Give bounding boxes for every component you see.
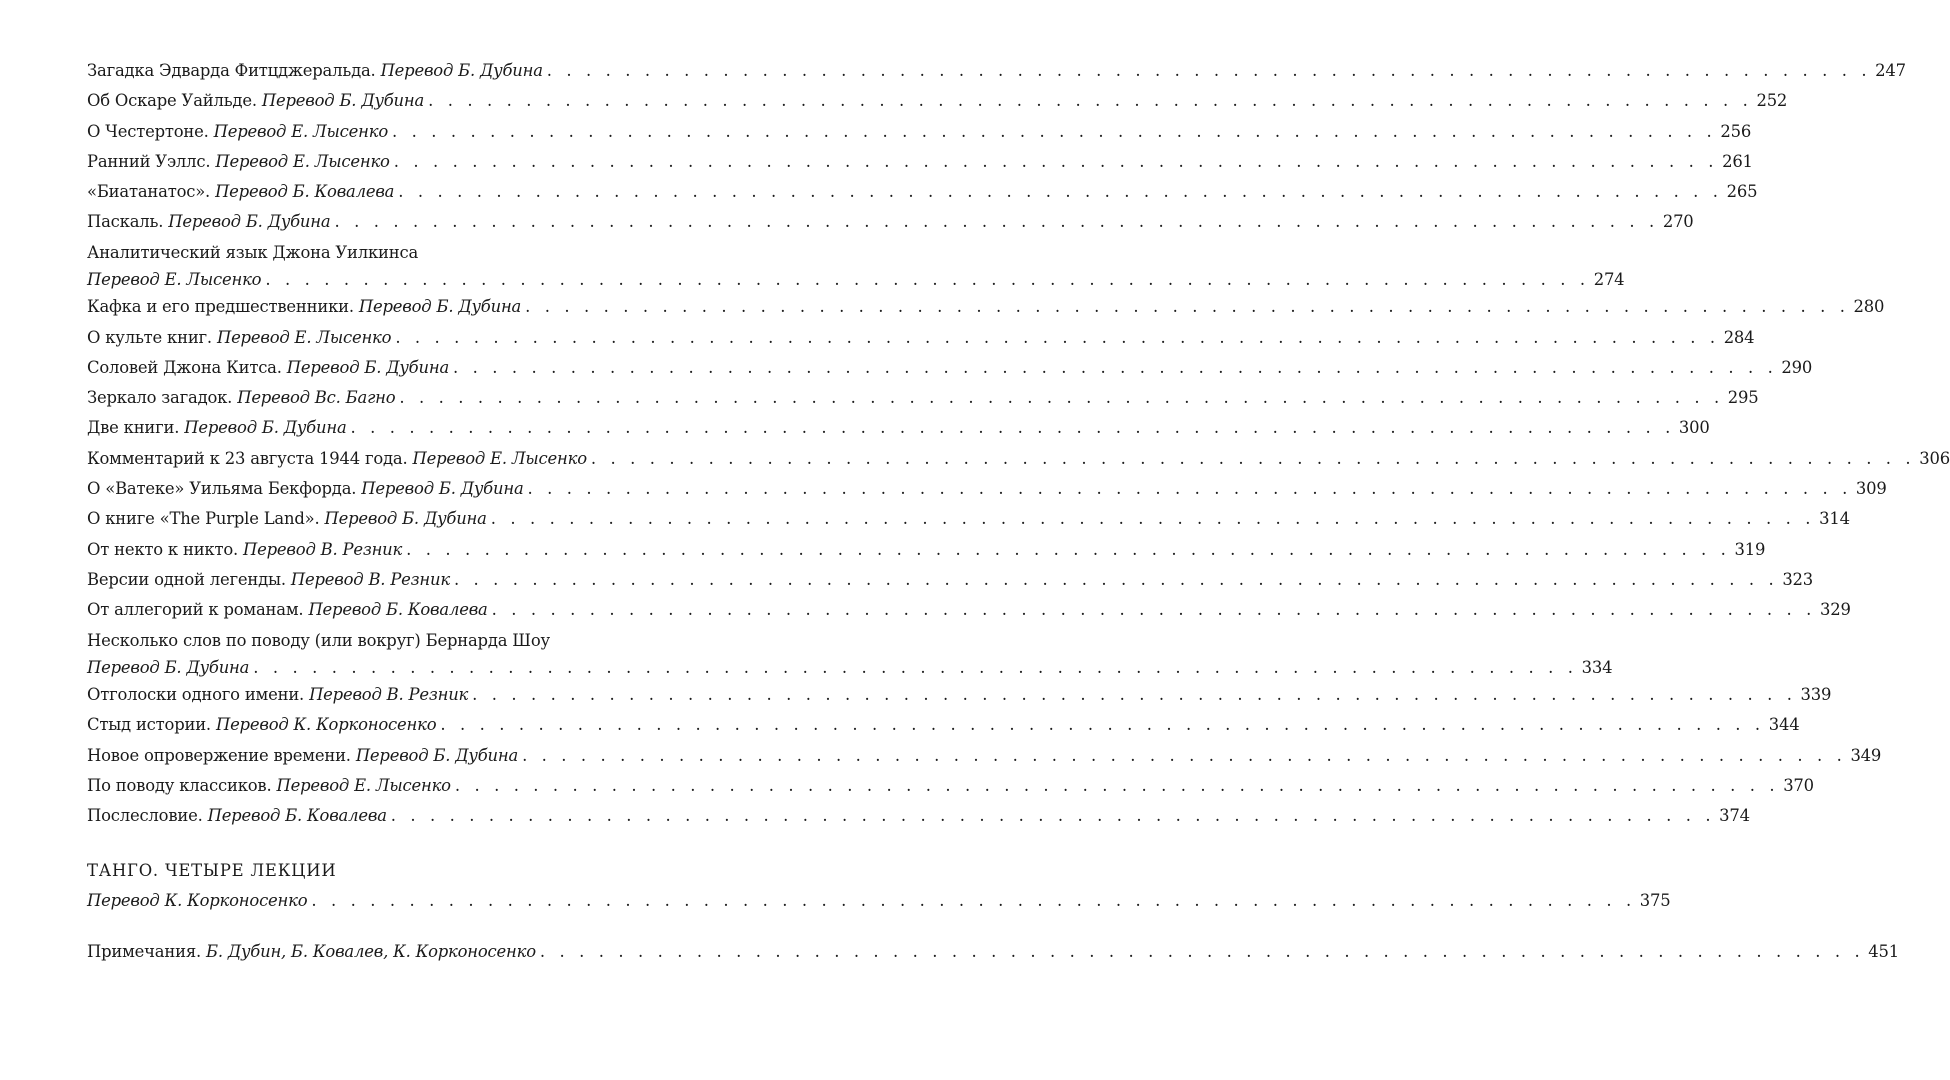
toc-page-number: 319 <box>1734 539 1766 559</box>
toc-title: От некто к никто. <box>87 539 239 559</box>
toc-title: Аналитический язык Джона Уилкинса <box>87 242 419 262</box>
toc-title-group <box>87 474 524 504</box>
toc-page-number: 370 <box>1783 775 1814 795</box>
toc-page-number: 290 <box>1781 357 1813 377</box>
toc-entry <box>87 86 1788 116</box>
toc-entries <box>87 56 1950 832</box>
toc-title: «Биатанатос». <box>87 182 211 202</box>
leader-dots: . . . . . . . . . . . . . . . . . . . . . . . . . . . . . . . . . . . . . . . . . . . . . . . . . . . . . . . . . . . . . . . . . . . . <box>406 539 1731 559</box>
toc-translator: Перевод К. Корконосенко <box>215 715 437 735</box>
toc-translator: Перевод Е. Лысенко <box>276 775 451 795</box>
toc-translator: Перевод В. Резник <box>243 539 403 559</box>
toc-title <box>87 937 536 967</box>
toc-title: Комментарий к 23 августа 1944 года. <box>87 448 408 468</box>
section-heading-tango: ТАНГО. ЧЕТЫРЕ ЛЕКЦИИ <box>87 860 337 880</box>
toc-page-number: 344 <box>1768 715 1800 735</box>
toc-page-number: 375 <box>1639 890 1671 910</box>
toc-title-group <box>87 323 391 353</box>
toc-title: От аллегорий к романам. <box>87 600 304 620</box>
toc-page-number: 300 <box>1678 418 1710 438</box>
toc-entry <box>87 741 1882 771</box>
toc-title: Ранний Уэллс. <box>87 151 211 171</box>
toc-page-number: 247 <box>1875 61 1906 80</box>
toc-page-number: 306 <box>1919 448 1950 468</box>
leader-dots: . . . . . . . . . . . . . . . . . . . . . . . . . . . . . . . . . . . . . . . . . . . . . . . . . . . . . . . . . . . . . . . . . . . . <box>398 182 1723 202</box>
toc-translator: Перевод Е. Лысенко <box>412 448 587 468</box>
toc-entry <box>87 504 1850 534</box>
toc-translator: Перевод Б. Дубина <box>261 91 425 111</box>
toc-entry <box>87 56 1906 86</box>
leader-dots: . . . . . . . . . . . . . . . . . . . . . . . . . . . . . . . . . . . . . . . . . . . . . . . . . . . . . . . . . . . . . . . . . . . . <box>428 91 1753 111</box>
toc-translator: Перевод Б. Дубина <box>355 745 519 765</box>
toc-page-number: 280 <box>1853 297 1885 317</box>
toc-title: О «Ватеке» Уильяма Бекфорда. <box>87 479 357 499</box>
toc-title: Отголоски одного имени. <box>87 685 305 705</box>
toc-entry <box>87 565 1813 595</box>
toc-title: Несколько слов по поводу (или вокруг) Бернарда Шоу <box>87 630 550 650</box>
toc-title-group <box>87 595 488 625</box>
toc-entry <box>87 383 1759 413</box>
toc-translator: Перевод Б. Дубина <box>380 61 543 80</box>
toc-translator: Перевод Вс. Багно <box>237 388 396 408</box>
toc-entry <box>87 595 1851 625</box>
leader-dots: . . . . . . . . . . . . . . . . . . . . . . . . . . . . . . . . . . . . . . . . . . . . . . . . . . . . . . . . . . . . . . . . . . . . <box>395 327 1720 347</box>
toc-page-number: 265 <box>1726 182 1758 202</box>
toc-title-group <box>87 413 347 443</box>
toc-title: Версии одной легенды. <box>87 569 286 589</box>
toc-title: По поводу классиков. <box>87 775 272 795</box>
toc-page-number: 334 <box>1581 658 1613 678</box>
toc-translator: Перевод Б. Ковалева <box>308 600 488 620</box>
toc-page-number: 270 <box>1662 212 1694 232</box>
toc-title-group <box>87 292 521 322</box>
leader-dots: . . . . . . . . . . . . . . . . . . . . . . . . . . . . . . . . . . . . . . . . . . . . . . . . . . . . . . . . . . . . . . . . . . . . <box>539 941 1865 961</box>
toc-entry <box>87 117 1752 147</box>
toc-title-group <box>87 771 451 801</box>
toc-title-group <box>87 741 518 771</box>
toc-title: Паскаль. <box>87 212 164 232</box>
toc-translator: Перевод Б. Дубина <box>361 479 524 499</box>
toc-entry <box>87 680 1832 710</box>
toc-title-group <box>87 353 449 383</box>
toc-title-group <box>87 801 387 831</box>
toc-title-group <box>87 383 395 413</box>
leader-dots: . . . . . . . . . . . . . . . . . . . . . . . . . . . . . . . . . . . . . . . . . . . . . . . . . . . . . . . . . . . . . . . . . . . . <box>440 715 1765 735</box>
toc-page-number: 374 <box>1719 806 1750 826</box>
leader-dots: . . . . . . . . . . . . . . . . . . . . . . . . . . . . . . . . . . . . . . . . . . . . . . . . . . . . . . . . . . . . . . . . . . . . <box>525 297 1850 317</box>
toc-translator: Перевод В. Резник <box>309 685 469 705</box>
toc-page-number: 451 <box>1868 941 1899 961</box>
toc-page-number: 261 <box>1722 151 1753 171</box>
toc-title-group <box>87 177 394 207</box>
toc-title-group <box>87 504 487 534</box>
toc-title: Зеркало загадок. <box>87 388 233 408</box>
toc-title: Послесловие. <box>87 806 203 826</box>
table-of-contents <box>87 56 1950 967</box>
toc-page-number: 323 <box>1782 569 1813 589</box>
leader-dots: . . . . . . . . . . . . . . . . . . . . . . . . . . . . . . . . . . . . . . . . . . . . . . . . . . . . . . . . . . . . . . . . . . . . <box>311 890 1636 910</box>
toc-entry <box>87 535 1766 565</box>
toc-entry <box>87 238 1625 293</box>
toc-entry <box>87 323 1755 353</box>
leader-dots: . . . . . . . . . . . . . . . . . . . . . . . . . . . . . . . . . . . . . . . . . . . . . . . . . . . . . . . . . . . . . . . . . . . . <box>453 569 1779 589</box>
toc-title-group <box>87 535 402 565</box>
toc-translator: Перевод Б. Дубина <box>168 212 331 232</box>
toc-page-number: 256 <box>1720 121 1752 141</box>
toc-translator: Перевод Е. Лысенко <box>215 151 390 171</box>
toc-translator: Перевод Б. Дубина <box>324 509 487 529</box>
toc-title: Загадка Эдварда Фитцджеральда. <box>87 61 376 80</box>
toc-entry <box>87 801 1750 831</box>
toc-title-group <box>87 56 543 86</box>
toc-title: О культе книг. <box>87 327 212 347</box>
toc-title-group <box>87 710 436 740</box>
toc-entry <box>87 626 1613 681</box>
toc-translator: Перевод Е. Лысенко <box>213 121 388 141</box>
leader-dots: . . . . . . . . . . . . . . . . . . . . . . . . . . . . . . . . . . . . . . . . . . . . . . . . . . . . . . . . . . . . . . . . . . . . <box>490 509 1816 529</box>
leader-dots: . . . . . . . . . . . . . . . . . . . . . . . . . . . . . . . . . . . . . . . . . . . . . . . . . . . . . . . . . . . . . . . . . . . . <box>392 121 1717 141</box>
toc-page-number: 252 <box>1756 91 1788 111</box>
toc-title: Об Оскаре Уайльде. <box>87 91 257 111</box>
toc-translator: Перевод Б. Дубина <box>87 658 250 678</box>
toc-translator: Перевод Е. Лысенко <box>87 270 262 290</box>
toc-entry <box>87 444 1950 474</box>
toc-translator: Перевод В. Резник <box>290 569 450 589</box>
toc-entry <box>87 292 1885 322</box>
toc-title: Кафка и его предшественники. <box>87 297 354 317</box>
toc-entry <box>87 207 1694 237</box>
toc-title-group <box>87 207 330 237</box>
toc-page-number: 309 <box>1855 479 1887 499</box>
toc-entry <box>87 710 1800 740</box>
toc-title-group <box>87 147 390 177</box>
toc-title-group <box>87 444 587 474</box>
toc-title: Две книги. <box>87 418 180 438</box>
toc-page-number: 284 <box>1723 327 1755 347</box>
toc-page-number: 339 <box>1800 685 1832 705</box>
toc-title: Соловей Джона Китса. <box>87 357 282 377</box>
toc-translator: Перевод Б. Дубина <box>286 357 450 377</box>
leader-dots: . . . . . . . . . . . . . . . . . . . . . . . . . . . . . . . . . . . . . . . . . . . . . . . . . . . . . . . . . . . . . . . . . . . . <box>546 61 1872 80</box>
leader-dots: . . . . . . . . . . . . . . . . . . . . . . . . . . . . . . . . . . . . . . . . . . . . . . . . . . . . . . . . . . . . . . . . . . . . <box>454 775 1780 795</box>
leader-dots: . . . . . . . . . . . . . . . . . . . . . . . . . . . . . . . . . . . . . . . . . . . . . . . . . . . . . . . . . . . . . . . . . . . . <box>590 448 1916 468</box>
notes-title: Примечания. <box>87 941 201 961</box>
toc-translator: Перевод Б. Дубина <box>184 418 347 438</box>
toc-entry <box>87 413 1710 443</box>
leader-dots: . . . . . . . . . . . . . . . . . . . . . . . . . . . . . . . . . . . . . . . . . . . . . . . . . . . . . . . . . . . . . . . . . . . . <box>390 806 1716 826</box>
toc-page-number: 329 <box>1819 600 1851 620</box>
notes-authors: Б. Дубин, Б. Ковалев, К. Корконосенко <box>205 941 536 961</box>
toc-title-group <box>87 680 468 710</box>
toc-entry-tango <box>87 886 1671 916</box>
leader-dots: . . . . . . . . . . . . . . . . . . . . . . . . . . . . . . . . . . . . . . . . . . . . . . . . . . . . . . . . . . . . . . . . . . . . <box>334 212 1659 232</box>
leader-dots: . . . . . . . . . . . . . . . . . . . . . . . . . . . . . . . . . . . . . . . . . . . . . . . . . . . . . . . . . . . . . . . . . . . . <box>399 388 1724 408</box>
leader-dots: . . . . . . . . . . . . . . . . . . . . . . . . . . . . . . . . . . . . . . . . . . . . . . . . . . . . . . . . . . . . . . . . . . . . <box>453 357 1778 377</box>
leader-dots: . . . . . . . . . . . . . . . . . . . . . . . . . . . . . . . . . . . . . . . . . . . . . . . . . . . . . . . . . . . . . . . . . . . . <box>527 479 1852 499</box>
toc-page-number: 349 <box>1850 745 1882 765</box>
leader-dots: . . . . . . . . . . . . . . . . . . . . . . . . . . . . . . . . . . . . . . . . . . . . . . . . . . . . . . . . . . . . . . . . . . . . <box>472 685 1797 705</box>
toc-translator: Перевод Б. Дубина <box>358 297 522 317</box>
toc-translator: Перевод К. Корконосенко <box>87 890 308 910</box>
toc-translator: Перевод Е. Лысенко <box>216 327 392 347</box>
toc-page-number: 314 <box>1819 509 1850 529</box>
toc-entry <box>87 474 1887 504</box>
toc-entry <box>87 353 1813 383</box>
toc-entry <box>87 771 1814 801</box>
toc-page-number: 274 <box>1593 270 1625 290</box>
leader-dots: . . . . . . . . . . . . . . . . . . . . . . . . . . . . . . . . . . . . . . . . . . . . . . . . . . . . . . . . . . . . . . . . . . . . <box>350 418 1675 438</box>
leader-dots: . . . . . . . . . . . . . . . . . . . . . . . . . . . . . . . . . . . . . . . . . . . . . . . . . . . . . . . . . . . . . . . . . . . . <box>393 151 1719 171</box>
toc-title: О книге «The Purple Land». <box>87 509 320 529</box>
toc-title-group <box>87 86 424 116</box>
toc-title: Стыд истории. <box>87 715 211 735</box>
toc-title: О Честертоне. <box>87 121 209 141</box>
leader-dots: . . . . . . . . . . . . . . . . . . . . . . . . . . . . . . . . . . . . . . . . . . . . . . . . . . . . . . . . . . . . . . . . . . . . <box>253 658 1578 678</box>
toc-title: Новое опровержение времени. <box>87 745 351 765</box>
leader-dots: . . . . . . . . . . . . . . . . . . . . . . . . . . . . . . . . . . . . . . . . . . . . . . . . . . . . . . . . . . . . . . . . . . . . <box>491 600 1816 620</box>
toc-title-group <box>87 117 388 147</box>
toc-title-group <box>87 565 450 595</box>
toc-entry-notes <box>87 937 1899 967</box>
toc-translator: Перевод Б. Ковалева <box>207 806 387 826</box>
toc-translator: Перевод Б. Ковалева <box>215 182 395 202</box>
toc-entry <box>87 177 1758 207</box>
leader-dots: . . . . . . . . . . . . . . . . . . . . . . . . . . . . . . . . . . . . . . . . . . . . . . . . . . . . . . . . . . . . . . . . . . . . <box>522 745 1847 765</box>
toc-entry <box>87 147 1753 177</box>
toc-page-number: 295 <box>1727 388 1759 408</box>
leader-dots: . . . . . . . . . . . . . . . . . . . . . . . . . . . . . . . . . . . . . . . . . . . . . . . . . . . . . . . . . . . . . . . . . . . . <box>265 270 1590 290</box>
